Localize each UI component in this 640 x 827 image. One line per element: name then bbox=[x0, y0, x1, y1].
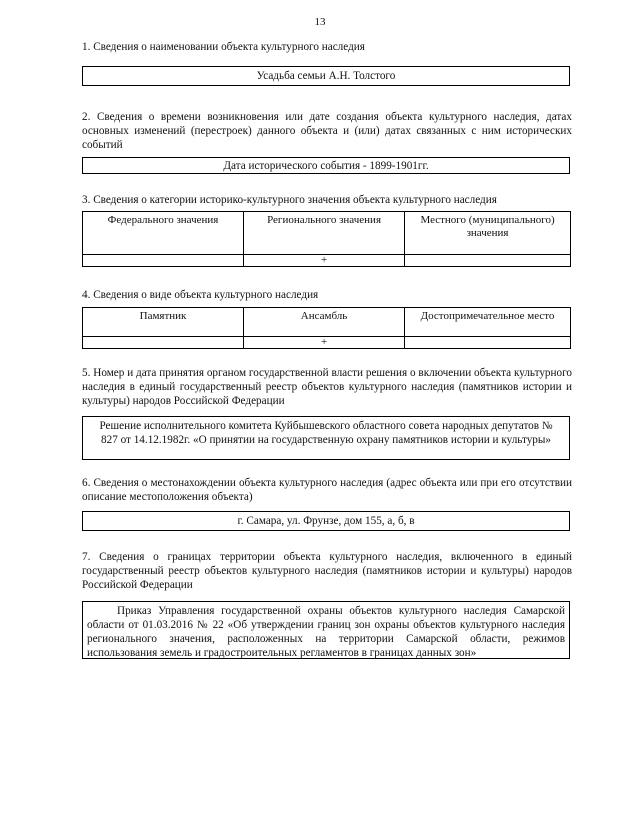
section-5-heading: 5. Номер и дата принятия органом государственной власти решения о включении объекта культурного наследия в единый государственный реестр объектов культурного наследия (памятников истории и культуры) народов Российской Федерации bbox=[82, 367, 572, 407]
section-6-heading: 6. Сведения о местонахождении объекта культурного наследия (адрес объекта или при его отсутствии описание местоположения объекта) bbox=[82, 477, 572, 503]
column-monument: Памятник bbox=[83, 308, 244, 337]
table-header-row bbox=[83, 212, 571, 255]
page-number: 13 bbox=[314, 16, 326, 28]
registry-decision-value: Решение исполнительного комитета Куйбышевского областного совета народных депутатов № 827 от 14.12.1982г. «О принятии на государственную охрану памятников истории и культуры» bbox=[99, 420, 553, 446]
object-type-table bbox=[82, 307, 571, 349]
object-name-box bbox=[82, 66, 570, 86]
boundaries-value: Приказ Управления государственной охраны объектов культурного наследия Самарской области от 01.03.2016 № 22 «Об утверждении границ зон охраны объектов культурного наследия регионального значения, расположенных на территории Самарской области, режимов использования земель и градостроительных регламентов в границах данных зон» bbox=[87, 605, 565, 659]
table-row bbox=[83, 255, 571, 267]
address-value: г. Самара, ул. Фрунзе, дом 155, а, б, в bbox=[237, 515, 415, 527]
registry-decision-box bbox=[82, 416, 570, 460]
mark-monument bbox=[83, 337, 244, 349]
section-1-heading: 1. Сведения о наименовании объекта культурного наследия bbox=[82, 41, 365, 53]
column-local: Местного (муниципального) значения bbox=[405, 212, 571, 255]
mark-regional: + bbox=[244, 255, 405, 267]
significance-category-table bbox=[82, 211, 571, 267]
section-7-heading: 7. Сведения о границах территории объекта культурного наследия, включенного в единый государственный реестр объектов культурного наследия (памятников истории и культуры) народов Российской Федерации bbox=[82, 551, 572, 591]
boundaries-box bbox=[82, 601, 570, 659]
mark-landmark bbox=[405, 337, 571, 349]
table-row bbox=[83, 337, 571, 349]
column-federal: Федерального значения bbox=[83, 212, 244, 255]
historical-date-value: Дата исторического события - 1899-1901гг. bbox=[223, 159, 429, 172]
mark-federal bbox=[83, 255, 244, 267]
column-ensemble: Ансамбль bbox=[244, 308, 405, 337]
table-header-row bbox=[83, 308, 571, 337]
section-4-heading: 4. Сведения о виде объекта культурного наследия bbox=[82, 289, 319, 301]
historical-date-box bbox=[82, 157, 570, 174]
mark-ensemble: + bbox=[244, 337, 405, 349]
section-2-heading: 2. Сведения о времени возникновения или дате создания объекта культурного наследия, датах основных изменений (перестроек) данного объекта и (или) датах связанных с ним исторических событий bbox=[82, 111, 572, 151]
column-regional: Регионального значения bbox=[244, 212, 405, 255]
address-box bbox=[82, 511, 570, 531]
mark-local bbox=[405, 255, 571, 267]
section-3-heading: 3. Сведения о категории историко-культурного значения объекта культурного наследия bbox=[82, 194, 497, 206]
column-landmark: Достопримечательное место bbox=[405, 308, 571, 337]
object-name-value: Усадьба семьи А.Н. Толстого bbox=[256, 70, 396, 82]
